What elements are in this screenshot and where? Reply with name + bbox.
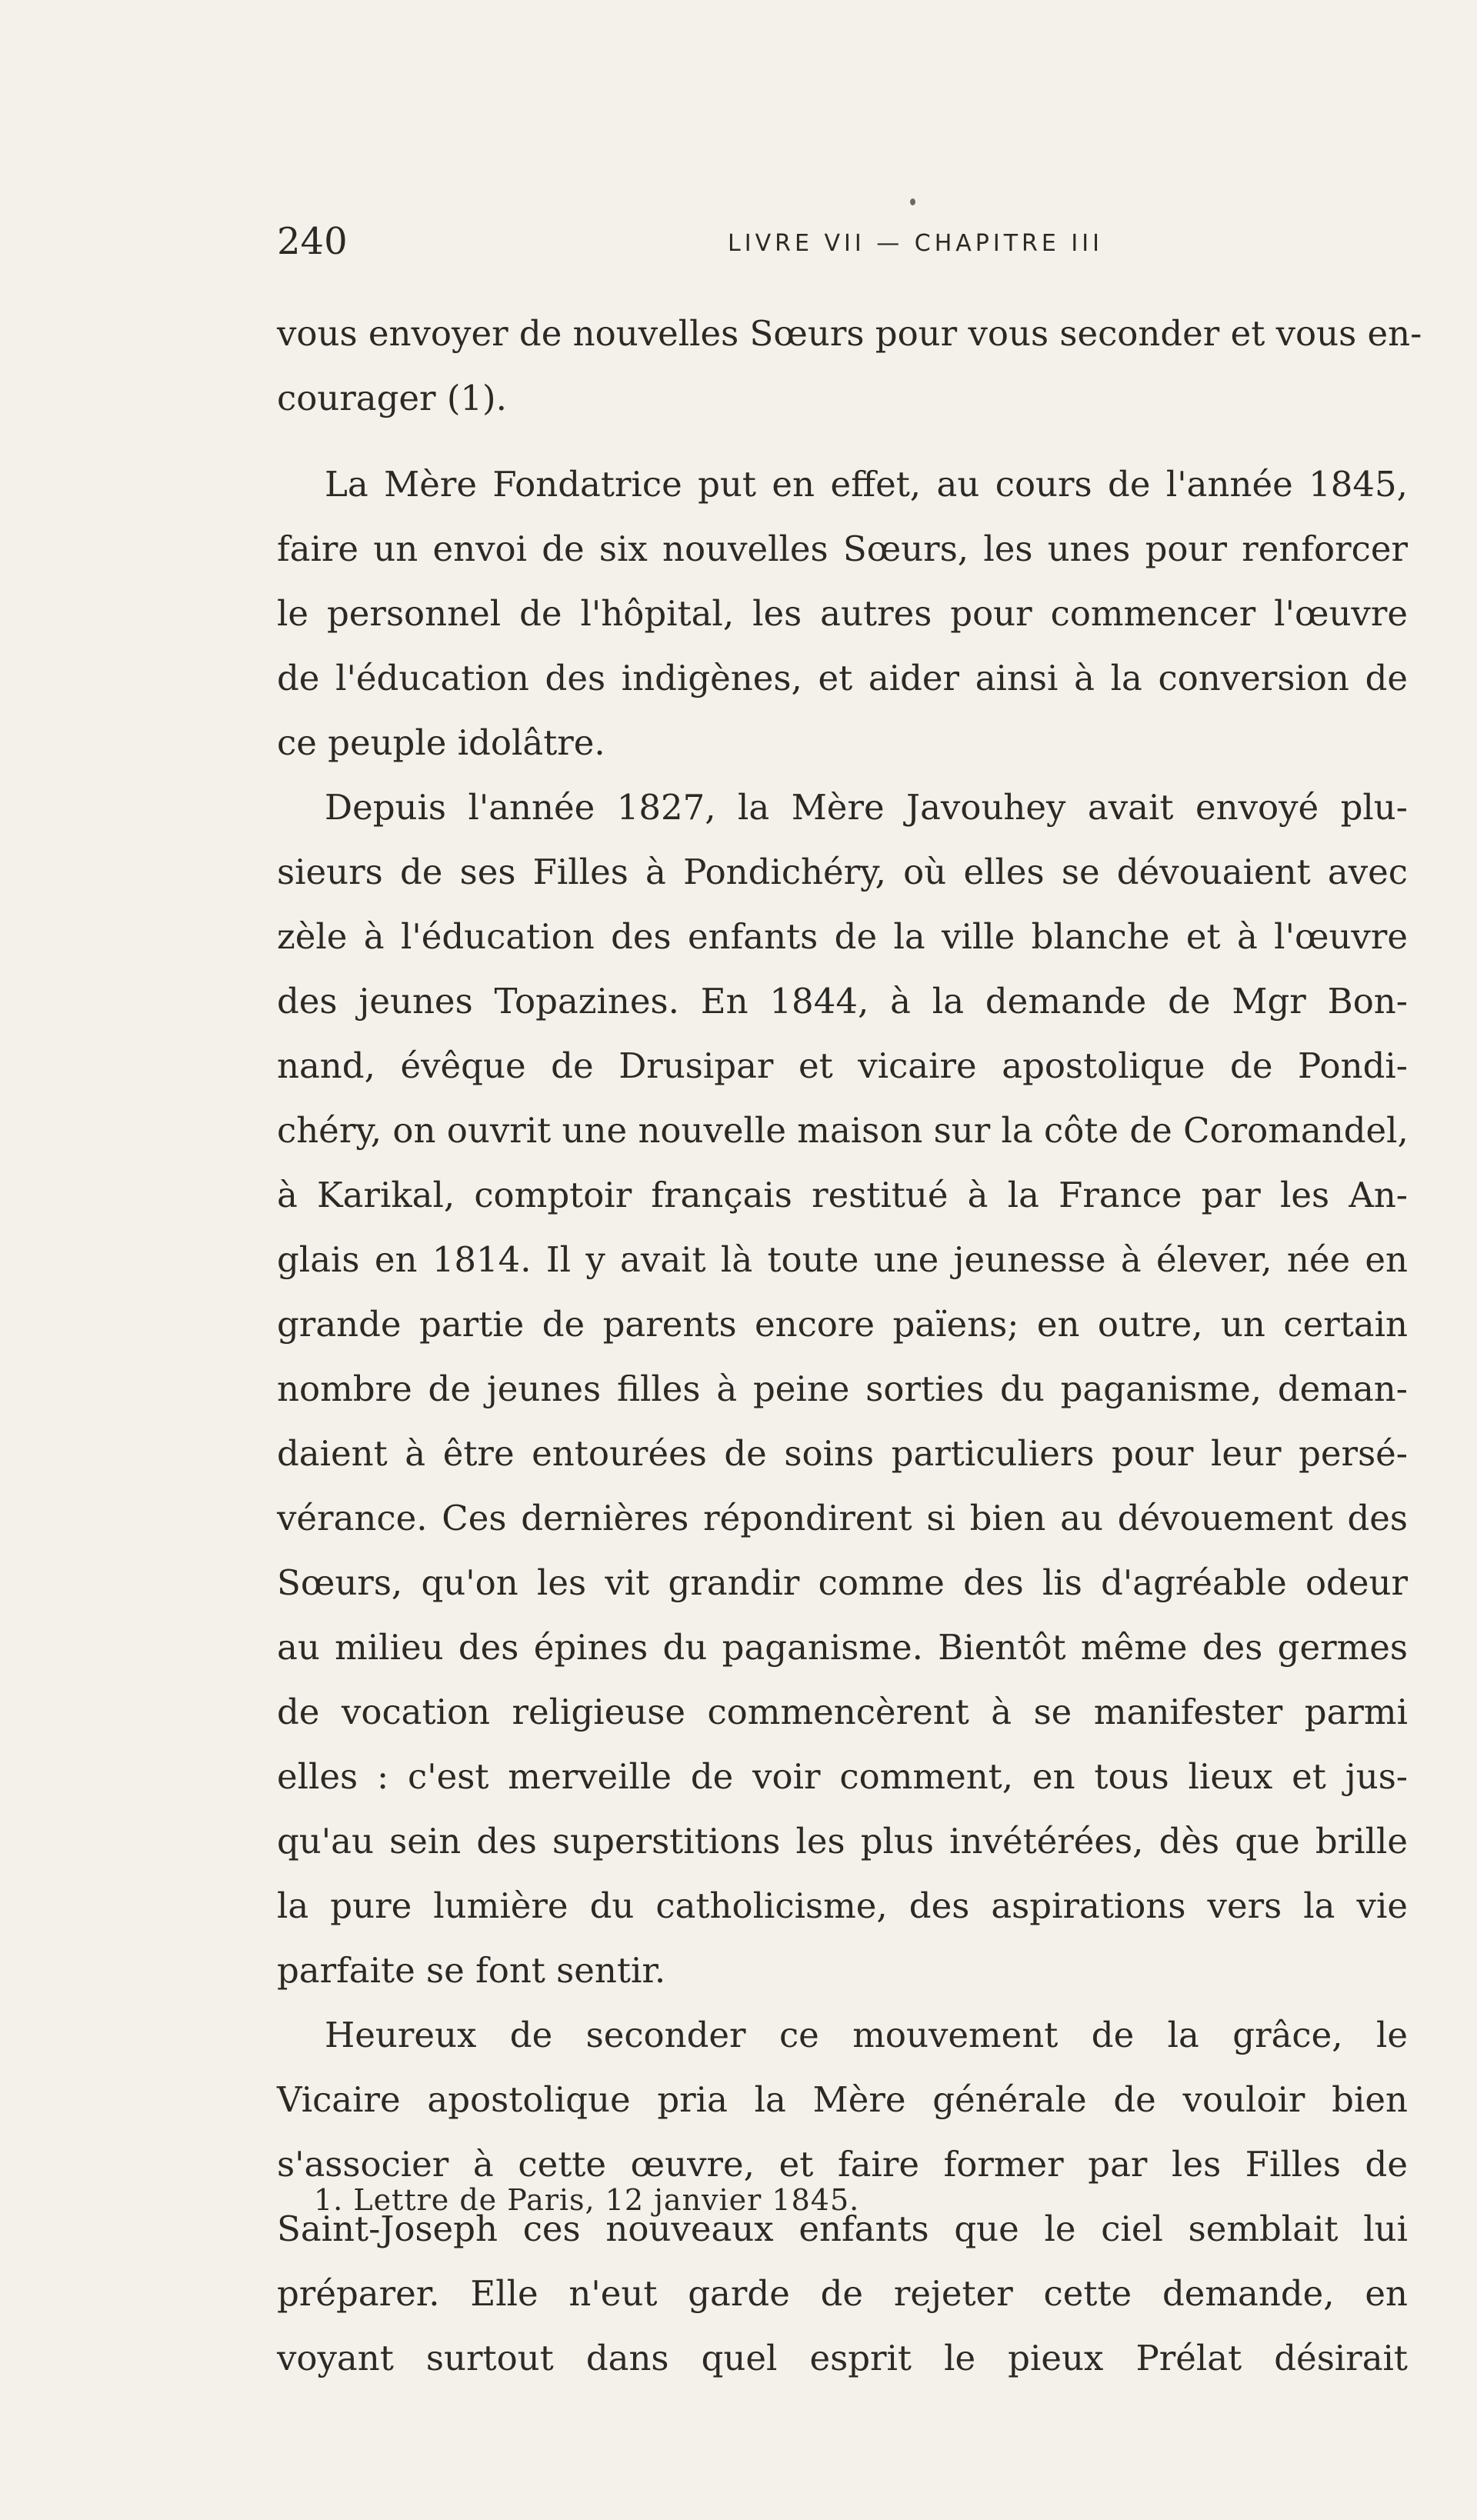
text-line: à Karikal, comptoir français restitué à la France par les An- xyxy=(277,1175,1408,1215)
text-line: la pure lumière du catholicisme, des aspirations vers la vie xyxy=(277,1885,1408,1926)
text-line: qu'au sein des superstitions les plus invétérées, dès que brille xyxy=(277,1821,1408,1862)
paragraph-gap xyxy=(277,431,1408,452)
text-line: Depuis l'année 1827, la Mère Javouhey avait envoyé plu- xyxy=(325,787,1408,828)
text-line: vérance. Ces dernières répondirent si bien au dévouement des xyxy=(277,1498,1408,1538)
footnote: 1. Lettre de Paris, 12 janvier 1845. xyxy=(314,2183,860,2217)
running-head xyxy=(277,217,1408,271)
ink-speck xyxy=(910,198,915,205)
text-line: sieurs de ses Filles à Pondichéry, où elles se dévouaient avec xyxy=(277,852,1408,892)
text-line: zèle à l'éducation des enfants de la ville blanche et à l'œuvre xyxy=(277,916,1408,957)
text-line: au milieu des épines du paganisme. Bientôt même des germes xyxy=(277,1627,1408,1668)
text-line: courager (1). xyxy=(277,378,507,418)
text-line: s'associer à cette œuvre, et faire former par les Filles de xyxy=(277,2144,1408,2185)
text-line: chéry, on ouvrit une nouvelle maison sur la côte de Coromandel, xyxy=(277,1110,1409,1151)
text-line: elles : c'est merveille de voir comment, en tous lieux et jus- xyxy=(277,1756,1408,1797)
chapter-title: LIVRE VII — CHAPITRE III xyxy=(728,230,1103,257)
text-line: des jeunes Topazines. En 1844, à la demande de Mgr Bon- xyxy=(277,981,1408,1022)
text-line: Vicaire apostolique pria la Mère générale de vouloir bien xyxy=(277,2079,1408,2120)
text-line: faire un envoi de six nouvelles Sœurs, les unes pour renforcer xyxy=(277,528,1408,569)
text-line: vous envoyer de nouvelles Sœurs pour vous seconder et vous en- xyxy=(277,313,1422,354)
text-line: daient à être entourées de soins particuliers pour leur persé- xyxy=(277,1433,1408,1474)
text-line: Saint-Joseph ces nouveaux enfants que le ciel semblait lui xyxy=(277,2208,1408,2249)
text-line: le personnel de l'hôpital, les autres pour commencer l'œuvre xyxy=(277,593,1408,634)
text-line: ce peuple idolâtre. xyxy=(277,722,605,763)
text-line: nombre de jeunes filles à peine sorties du paganisme, deman- xyxy=(277,1368,1408,1409)
text-line: de l'éducation des indigènes, et aider ainsi à la conversion de xyxy=(277,658,1408,698)
body-text xyxy=(277,302,1422,2391)
text-line: parfaite se font sentir. xyxy=(277,1950,666,1991)
text-line: préparer. Elle n'eut garde de rejeter cette demande, en xyxy=(277,2273,1408,2314)
text-line: grande partie de parents encore païens; en outre, un certain xyxy=(277,1304,1408,1345)
text-line: voyant surtout dans quel esprit le pieux Prélat désirait xyxy=(277,2338,1408,2378)
text-line: La Mère Fondatrice put en effet, au cours de l'année 1845, xyxy=(325,464,1408,505)
text-line: glais en 1814. Il y avait là toute une jeunesse à élever, née en xyxy=(277,1239,1408,1280)
page-number: 240 xyxy=(277,220,348,263)
text-line: Sœurs, qu'on les vit grandir comme des lis d'agréable odeur xyxy=(277,1562,1408,1603)
text-line: de vocation religieuse commencèrent à se manifester parmi xyxy=(277,1692,1408,1732)
text-line: nand, évêque de Drusipar et vicaire apostolique de Pondi- xyxy=(277,1045,1408,1086)
text-line: Heureux de seconder ce mouvement de la grâce, le xyxy=(325,2015,1408,2055)
